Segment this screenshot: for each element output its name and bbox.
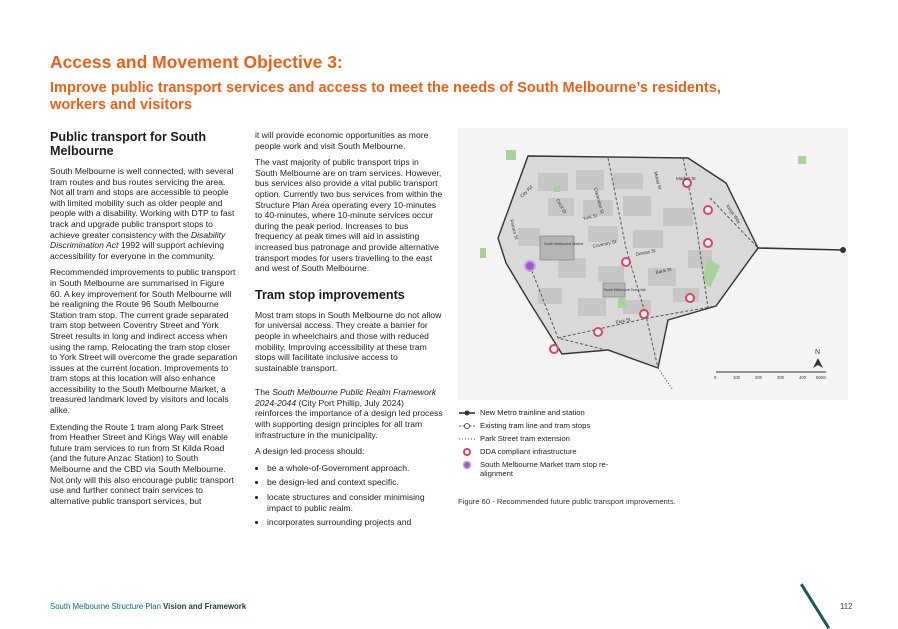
list-item: • incorporates surrounding projects and — [267, 517, 443, 528]
metro-station — [840, 247, 846, 253]
scale-tick: 300 — [777, 375, 784, 380]
street-label: Clarendon St — [593, 186, 605, 215]
decorative-slash — [800, 583, 830, 629]
map-legend — [458, 408, 758, 480]
text-run: The — [255, 387, 273, 398]
street-label: Cecil St — [555, 198, 568, 215]
legend-label: New Metro trainline and station — [480, 408, 585, 417]
legend-item-tram — [458, 421, 758, 434]
street-label: Ferrars St — [509, 218, 520, 240]
street-label: Market St — [676, 176, 696, 181]
act-title: Disability Discrimination Act — [50, 229, 226, 251]
street-label: Kings Way — [725, 203, 742, 225]
paragraph: A design led process should: — [255, 446, 365, 457]
paragraph — [255, 387, 443, 440]
objective-subtitle: Improve public transport services and access to meet the needs of South Melbourne’s residents, workers and visitors — [50, 80, 721, 113]
text-run: 1992 will support achieving accessibility for everyone in the community. — [50, 240, 225, 261]
street-label: Dorcas St — [635, 247, 656, 257]
scale-tick: 200 — [755, 375, 762, 380]
scale-tick: 100 — [733, 375, 740, 380]
market-label: South Melbourne Market — [544, 242, 584, 246]
objective-title: Access and Movement Objective 3: — [50, 52, 343, 72]
park-extension-icon — [458, 434, 476, 444]
figure-caption: Figure 60 - Recommended future public transport improvements. — [458, 497, 676, 506]
paragraph: Extending the Route 1 tram along Park Street from Heather Street and Kings Way will enable future tram services to run from St Kilda Road (and the future Anzac Station) to South Melbourne and the CBD via South Melbourne. Not only will this also encourage public transport use and further connect train services to alternative public transport services, but — [50, 421, 234, 506]
scale-tick: 0 — [714, 375, 717, 380]
legend-item-metro — [458, 408, 758, 421]
legend-item-dda — [458, 447, 758, 460]
street-label: Bank St — [655, 266, 672, 275]
north-label: N — [815, 349, 821, 356]
list-item: • be design-led and context specific. — [267, 477, 443, 488]
column-left — [50, 130, 238, 512]
legend-label: South Melbourne Market tram stop re-alignment — [480, 460, 609, 478]
legend-item-park-extension — [458, 434, 758, 447]
legend-label: Existing tram line and tram stops — [480, 421, 591, 430]
paragraph: The vast majority of public transport trips in South Melbourne are on tram services. However, bus services also provide a vital public transport option. Currently two bus services from within the Structure Plan Area operating every 10-minutes to 40-minutes, where 10-minute services occur during the peak period. Increases to bus frequency at peak times will aid in assisting increased bus patronage and provide alternative transport modes for users travelling to the east and west of South Melbourne. — [255, 157, 443, 274]
bullet-list — [255, 463, 443, 528]
paragraph: Recommended improvements to public transport in South Melbourne are summarised in Figure 60. A key improvement for South Melbourne will be realigning the Route 96 South Melbourne Station tram stop. The current grade separated tram stop between Coventry Street and York Street results in long and indirect access when using the ramp. Relocating the tram stop closer to York Street will overcome the grade separation issues at the current location. Improvements to tram stops at this location will also enhance accessibility to the South Melbourne Market, a treasured landmark loved by visitors and locals alike. — [50, 267, 238, 416]
metro-line-icon — [458, 408, 476, 418]
footer-doc-title — [50, 602, 246, 611]
text-run: South Melbourne is well connected, with several tram routes and bus routes servicing the area. Not all tram and stops are accessible to people with limited mobility such as older people and people with a disability. Working with DTP to fast track and upgrade public transport stops to achieve greater consistency with the — [50, 166, 235, 240]
transport-map — [458, 128, 848, 400]
street-label: Coventry St — [592, 239, 617, 249]
market-block — [540, 236, 574, 260]
street-label: York St — [582, 213, 598, 221]
list-item: • be a whole-of-Government approach. — [267, 463, 443, 474]
footer-section: Vision and Framework — [163, 602, 247, 611]
paragraph: Most tram stops in South Melbourne do not allow for universal access. They create a barrier for people in wheelchairs and those with reduced mobility. Improving accessibility at these tram stops will facilitate inclusive access to sustainable transport. — [255, 309, 442, 373]
legend-item-realignment — [458, 460, 758, 480]
legend-label: Park Street tram extension — [480, 434, 570, 443]
section-heading-public-transport: Public transport for South Melbourne — [50, 130, 207, 158]
scale-tick: 400 — [799, 375, 806, 380]
realignment-icon — [458, 460, 476, 470]
footer-doc: South Melbourne Structure Plan — [50, 602, 164, 611]
page-number: 112 — [840, 602, 853, 611]
street-label: Moray St — [653, 170, 663, 191]
paragraph — [50, 166, 238, 261]
town-hall-label: South Melbourne Town Hall — [604, 288, 646, 292]
text-run: (City Port Phillip, July 2024) reinforces the importance of a design led process with supporting design principles for all tram infrastructure in the municipality. — [255, 397, 443, 440]
paragraph: it will provide economic opportunities as more people work and visit South Melbourne. — [255, 130, 429, 151]
legend-label: DDA compliant infrastructure — [480, 447, 577, 456]
section-heading-tram-stops: Tram stop improvements — [255, 287, 405, 302]
scale-tick: 500m — [816, 375, 827, 380]
list-item: • locate structures and consider minimising impact to public realm. — [267, 492, 443, 513]
framework-title: South Melbourne Public Realm Framework 2024-2044 — [255, 387, 437, 408]
market-tram-stop-realignment — [525, 261, 535, 271]
column-middle — [255, 130, 443, 532]
street-label: Park St — [615, 316, 631, 325]
street-label: City Rd — [519, 184, 534, 199]
tram-line-icon — [458, 421, 476, 431]
dda-icon — [458, 447, 476, 457]
